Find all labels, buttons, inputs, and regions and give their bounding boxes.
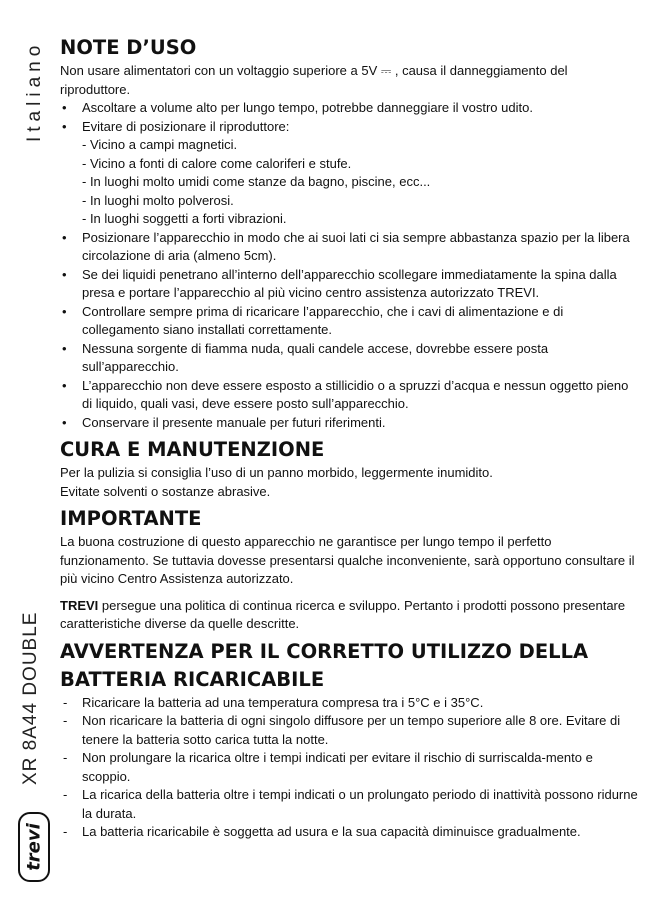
trevi-policy-paragraph — [60, 597, 640, 634]
list-item: - La batteria ricaricabile è soggetta ad usura e la sua capacità diminuisce gradualmente. — [60, 823, 640, 842]
list-item: - Non ricaricare la batteria di ogni singolo diffusore per un tempo superiore alle 8 ore. Evitare di tenere la batteria sotto carica tutta la notte. — [60, 712, 640, 749]
list-item: - Ricaricare la batteria ad una temperatura compresa tra i 5°C e i 35°C. — [60, 694, 640, 713]
list-item: • Ascoltare a volume alto per lungo tempo, potrebbe danneggiare il vostro udito. — [60, 99, 640, 118]
list-item-text: Evitare di posizionare il riproduttore: — [82, 118, 290, 134]
list-item: • Controllare sempre prima di ricaricare l’apparecchio, che i cavi di alimentazione e di collegamento siano installati correttamente. — [60, 303, 640, 340]
list-item — [60, 118, 640, 229]
list-item: • Nessuna sorgente di fiamma nuda, quali candele accese, dovrebbe essere posta sull’apparecchio. — [60, 340, 640, 377]
avvertenza-heading: AVVERTENZA PER IL CORRETTO UTILIZZO DELLA — [60, 639, 589, 663]
sub-list-item: - In luoghi soggetti a forti vibrazioni. — [82, 211, 287, 226]
list-item: - La ricarica della batteria oltre i tempi indicati o un prolungato periodo di inattività possono ridurne la durata. — [60, 786, 640, 823]
sub-list-item: - Vicino a campi magnetici. — [82, 137, 238, 152]
model-label: XR 8A44 DOUBLE — [20, 611, 41, 785]
note-uso-intro: Non usare alimentatori con un voltaggio superiore a 5V ⎓ , causa il danneggiamento del riproduttore. — [60, 63, 568, 97]
note-uso-heading: NOTE D’USO — [60, 36, 197, 59]
sub-list-item: - In luoghi molto umidi come stanze da bagno, piscine, ecc... — [82, 174, 431, 189]
list-item: • L’apparecchio non deve essere esposto a stillicidio o a spruzzi d’acqua e nessun oggetto pieno di liquido, quali vasi, deve essere posto sull’apparecchio. — [60, 377, 640, 414]
importante-heading: IMPORTANTE — [60, 507, 202, 530]
trevi-logo-text: trevi — [23, 823, 45, 871]
avvertenza-heading-2: BATTERIA RICARICABILE — [60, 667, 325, 691]
sub-list — [82, 136, 640, 229]
manual-page — [60, 34, 640, 842]
list-item: • Se dei liquidi penetrano all’interno dell’apparecchio scollegare immediatamente la spina dalla presa e portare l’apparecchio al più vicino centro assistenza autorizzato TREVI. — [60, 266, 640, 303]
cura-line-1: Per la pulizia si consiglia l’uso di un panno morbido, leggermente inumidito. — [60, 465, 493, 480]
note-uso-list — [60, 99, 640, 432]
battery-list — [60, 694, 640, 842]
brand-name: TREVI — [60, 597, 99, 613]
list-item: • Posizionare l’apparecchio in modo che ai suoi lati ci sia sempre abbastanza spazio per la libera circolazione di aria (almeno 5cm). — [60, 229, 640, 266]
cura-heading: CURA E MANUTENZIONE — [60, 438, 325, 461]
language-label: Italiano — [24, 40, 45, 142]
sub-list-item: - In luoghi molto polverosi. — [82, 192, 234, 208]
list-item: - Non prolungare la ricarica oltre i tempi indicati per evitare il rischio di surriscalda-mento e scoppio. — [60, 749, 640, 786]
importante-paragraph: La buona costruzione di questo apparecchio ne garantisce per lungo tempo il perfetto funzionamento. Se tuttavia dovesse presentarsi qualche inconveniente, sarà opportuno consultare il più vicino Centro Assistenza autorizzato. — [60, 534, 635, 586]
trevi-logo — [18, 812, 50, 882]
list-item: • Conservare il presente manuale per futuri riferimenti. — [60, 414, 640, 433]
policy-text: persegue una politica di continua ricerca e sviluppo. Pertanto i prodotti possono presentare caratteristiche diverse da quelle descritte. — [60, 597, 626, 631]
cura-line-2: Evitate solventi o sostanze abrasive. — [60, 483, 271, 499]
sub-list-item: - Vicino a fonti di calore come caloriferi e stufe. — [82, 155, 352, 171]
